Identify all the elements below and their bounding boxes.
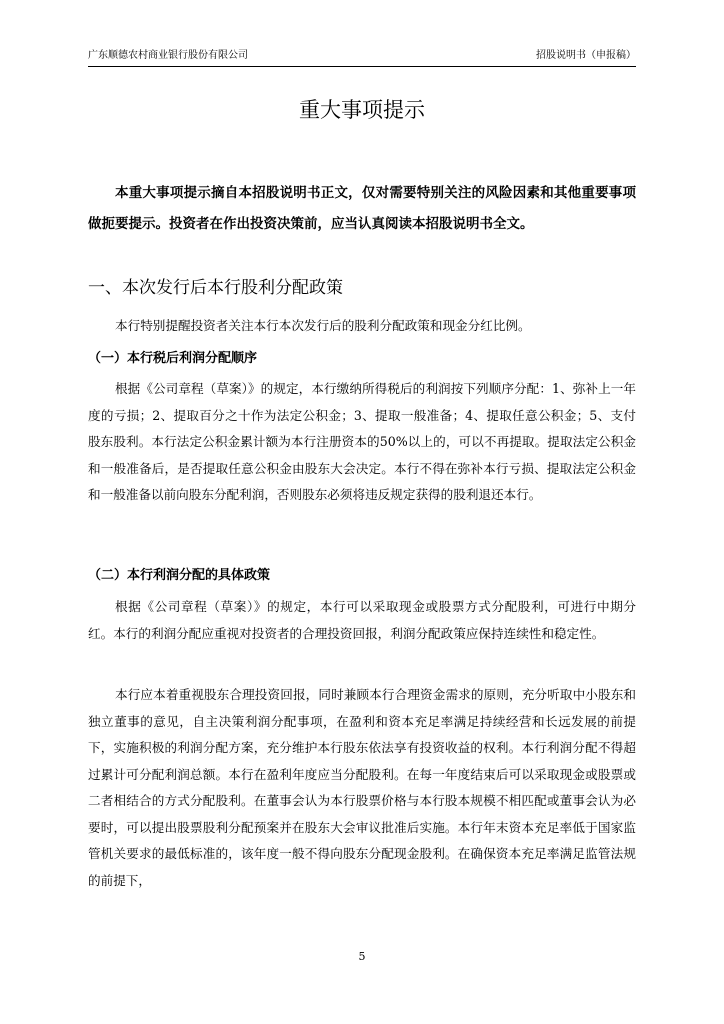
subsection-heading-2: （二）本行利润分配的具体政策 <box>88 568 271 583</box>
page-title: 重大事项提示 <box>299 98 425 122</box>
subsection-heading-1: （一）本行税后利润分配顺序 <box>88 351 258 366</box>
page-number: 5 <box>358 950 366 963</box>
header-company-name: 广东顺德农村商业银行股份有限公司 <box>88 50 248 61</box>
subsection-1-paragraph: 根据《公司章程（草案）》的规定，本行缴纳所得税后的利润按下列顺序分配：1、弥补上一年度的亏损；2、提取百分之十作为法定公积金；3、提取一般准备；4、提取任意公积金；5、支付股东股利。本行法定公积金累计额为本行注册资本的50%以上的，可以不再提取。提取法定公积金和一般准备后，是否提取任意公积金由股东大会决定。本行不得在弥补本行亏损、提取法定公积金和一般准备以前向股东分配利润，否则股东必须将违反规定获得的股利退还本行。 <box>88 381 636 502</box>
header-document-type: 招股说明书（申报稿） <box>536 50 636 61</box>
section-heading: 一、本次发行后本行股利分配政策 <box>88 278 343 298</box>
header-divider <box>88 66 636 67</box>
subsection-2-paragraph-1: 根据《公司章程（草案）》的规定，本行可以采取现金或股票方式分配股利，可进行中期分红。本行的利润分配应重视对投资者的合理投资回报，利润分配政策应保持连续性和稳定性。 <box>88 599 636 641</box>
intro-paragraph: 本重大事项提示摘自本招股说明书正文，仅对需要特别关注的风险因素和其他重要事项做扼要提示。投资者在作出投资决策前，应当认真阅读本招股说明书全文。 <box>88 185 636 232</box>
section-lead-paragraph: 本行特别提醒投资者关注本行本次发行后的股利分配政策和现金分红比例。 <box>115 318 531 333</box>
subsection-2-paragraph-2: 本行应本着重视股东合理投资回报，同时兼顾本行合理资金需求的原则，充分听取中小股东和独立董事的意见，自主决策利润分配事项，在盈利和资本充足率满足持续经营和长远发展的前提下，实施积极的利润分配方案，充分维护本行股东依法享有投资收益的权利。本行利润分配不得超过累计可分配利润总额。本行在盈利年度应当分配股利。在每一年度结束后可以采取现金或股票或二者相结合的方式分配股利。在董事会认为本行股票价格与本行股本规模不相匹配或董事会认为必要时，可以提出股票股利分配预案并在股东大会审议批准后实施。本行年末资本充足率低于国家监管机关要求的最低标准的，该年度一般不得向股东分配现金股利。在确保资本充足率满足监管法规的前提下， <box>88 687 636 888</box>
